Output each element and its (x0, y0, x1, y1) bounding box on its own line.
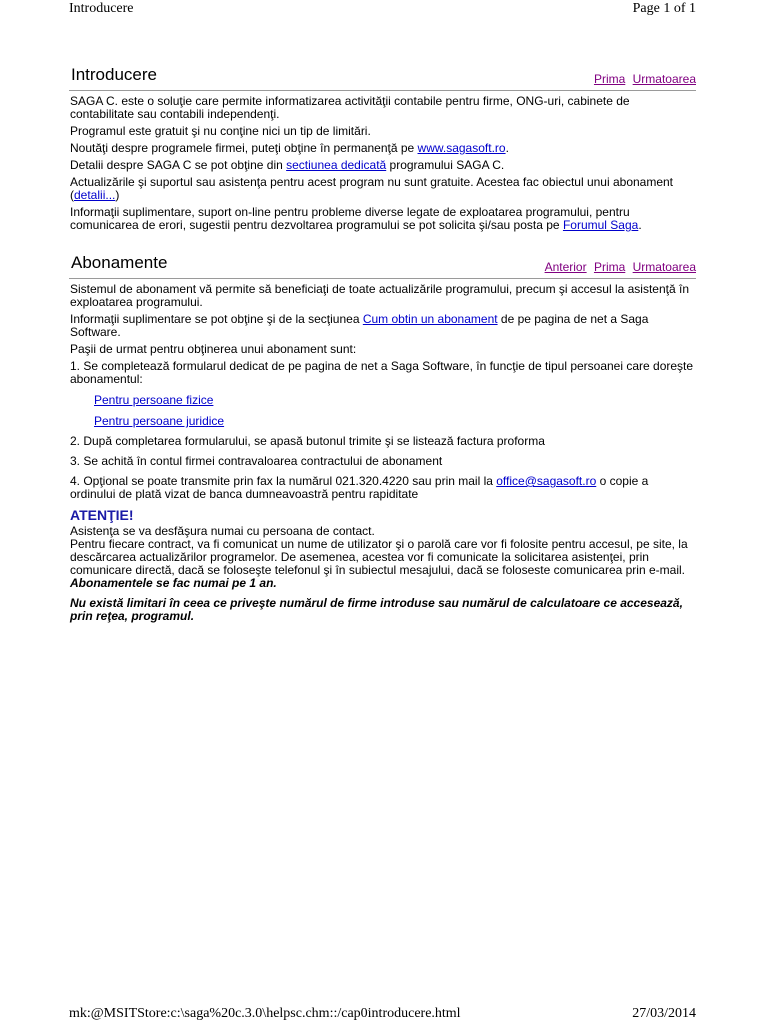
forumul-saga-link[interactable]: Forumul Saga (562, 218, 639, 232)
section-nav (545, 260, 696, 274)
document-content (69, 60, 696, 627)
section-header-introducere (69, 60, 696, 91)
persoane-fizice-link[interactable]: Pentru persoane fizice (94, 393, 214, 407)
abon-paragraph: Informaţii suplimentare se pot obţine şi de la secţiunea Cum obtin un abonament de pe pagina de net a Saga Software. (70, 312, 649, 339)
intro-paragraph: SAGA C. este o soluţie care permite informatizarea activităţii contabile pentru firme, ONG-uri, cabinete de contabilitate sau contabili independenţi. (70, 94, 630, 121)
sectiunea-dedicata-link[interactable]: sectiunea dedicată (286, 158, 387, 172)
atentie-text: Pentru fiecare contract, va fi comunicat un nume de utilizator şi o parolă care vor fi folosite pentru accesul, pe site, la descărcarea actualizărilor programelor. De asemenea, acestea vor fi comunicate la solicitarea asistenţei, prin comunicare directă, dacă se foloseşte telefonul şi în subiectul mesajului, dacă se foloseste comunicarea prin e-mail. (70, 537, 688, 577)
intro-paragraph: Informaţii suplimentare, suport on-line pentru probleme diverse legate de exploatarea programului, pentru comunicarea de erori, sugestii pentru dezvoltarea programului se pot solicita şi/sau posta pe Forumul Saga. (70, 205, 642, 232)
nav-anterior-link[interactable]: Anterior (544, 260, 587, 274)
abon-paragraph: Sistemul de abonament vă permite să beneficiaţi de toate actualizările programului, precum şi accesul la asistenţă în exploatarea programului. (70, 282, 689, 309)
atentie-text: Asistenţa se va desfăşura numai cu persoana de contact. (70, 524, 375, 538)
step-1: 1. Se completează formularul dedicat de pe pagina de net a Saga Software, în funcţie de tipul persoanei care doreşte abonamentul: (70, 359, 694, 386)
atentie-note: Nu există limitari în ceea ce priveşte numărul de firme introduse sau numărul de calculatoare ce accesează, prin reţea, programul. (70, 596, 683, 623)
print-footer (69, 1006, 696, 1024)
list-item (94, 415, 696, 428)
section-title: Introducere (71, 65, 157, 84)
intro-paragraph: Noutăţi despre programele firmei, puteţi obţine în permanenţă pe www.sagasoft.ro. (70, 141, 509, 155)
print-footer-date: 27/03/2014 (632, 1006, 696, 1021)
atentie-note: Abonamentele se fac numai pe 1 an. (70, 576, 277, 590)
print-footer-url: mk:@MSITStore:c:\saga%20c.3.0\helpsc.chm::/cap0introducere.html (69, 1006, 461, 1021)
print-page-number: Page 1 of 1 (632, 1, 696, 16)
step-2: 2. După completarea formularului, se apasă butonul trimite şi se listează factura proforma (70, 434, 545, 448)
section-title: Abonamente (71, 253, 168, 272)
persoane-juridice-link[interactable]: Pentru persoane juridice (94, 414, 225, 428)
step-4: 4. Opţional se poate transmite prin fax la numărul 021.320.4220 sau prin mail la office@sagasoft.ro o copie a ordinului de plată vizat de banca dumneavoastră pentru rapiditate (70, 474, 649, 501)
sagasoft-link[interactable]: www.sagasoft.ro (417, 141, 506, 155)
list-item (94, 394, 696, 407)
step-3: 3. Se achită în contul firmei contravaloarea contractului de abonament (70, 454, 443, 468)
print-header-title: Introducere (69, 1, 134, 16)
office-email-link[interactable]: office@sagasoft.ro (496, 474, 597, 488)
section-nav (594, 72, 696, 86)
intro-paragraph: Actualizările şi suportul sau asistenţa pentru acest program nu sunt gratuite. Acestea fac obiectul unui abonament (detalii...) (70, 175, 674, 202)
intro-paragraph: Programul este gratuit şi nu conţine nici un tip de limitări. (70, 124, 371, 138)
print-header (69, 1, 696, 19)
detalii-link[interactable]: detalii... (74, 188, 116, 202)
intro-paragraph: Detalii despre SAGA C se pot obţine din sectiunea dedicată programului SAGA C. (70, 158, 505, 172)
cum-obtin-abonament-link[interactable]: Cum obtin un abonament (362, 312, 498, 326)
section-header-abonamente (69, 248, 696, 279)
atentie-heading: ATENŢIE! (70, 507, 134, 523)
nav-urmatoarea-link[interactable]: Urmatoarea (632, 260, 696, 274)
nav-urmatoarea-link[interactable]: Urmatoarea (632, 72, 696, 86)
nav-prima-link[interactable]: Prima (593, 260, 626, 274)
nav-prima-link[interactable]: Prima (593, 72, 626, 86)
abon-paragraph: Paşii de urmat pentru obţinerea unui abonament sunt: (70, 342, 357, 356)
